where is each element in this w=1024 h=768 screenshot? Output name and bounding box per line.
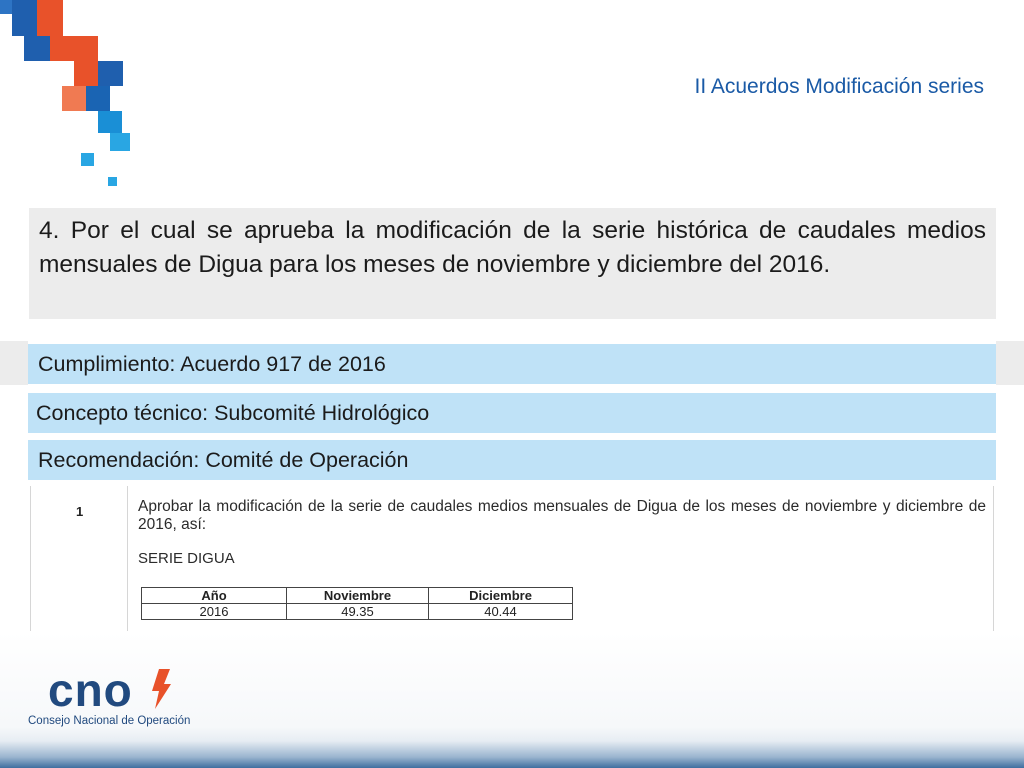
table-cell: 40.44 [429, 604, 573, 620]
table-header-cell: Año [142, 588, 287, 604]
table-row [142, 604, 573, 620]
side-strip-left [0, 341, 28, 385]
document-excerpt [30, 486, 994, 631]
table-header-cell: Diciembre [429, 588, 573, 604]
table-cell: 2016 [142, 604, 287, 620]
concepto-band: Concepto técnico: Subcomité Hidrológico [28, 393, 996, 433]
excerpt-divider [127, 486, 128, 631]
table-header-row [142, 588, 573, 604]
excerpt-text: Aprobar la modificación de la serie de caudales medios mensuales de Digua de los meses de noviembre y diciembre de 2016, así: [138, 498, 986, 533]
excerpt-subtitle: SERIE DIGUA [138, 550, 235, 567]
side-strip-right [996, 341, 1024, 385]
series-table [141, 587, 573, 620]
slide-title: II Acuerdos Modificación series [694, 75, 984, 98]
statement-box [29, 208, 996, 319]
logo-subtitle: Consejo Nacional de Operación [28, 715, 191, 727]
statement-text: 4. Por el cual se aprueba la modificación de la serie histórica de caudales medios mensuales de Digua para los meses de noviembre y diciembre del 2016. [39, 217, 986, 278]
logo-wordmark: cno [48, 664, 133, 716]
lightning-bolt-icon [150, 669, 172, 709]
table-cell: 49.35 [287, 604, 429, 620]
table-header-cell: Noviembre [287, 588, 429, 604]
excerpt-number: 1 [76, 504, 84, 519]
recomendacion-band: Recomendación: Comité de Operación [28, 440, 996, 480]
cumplimiento-band: Cumplimiento: Acuerdo 917 de 2016 [28, 344, 996, 384]
